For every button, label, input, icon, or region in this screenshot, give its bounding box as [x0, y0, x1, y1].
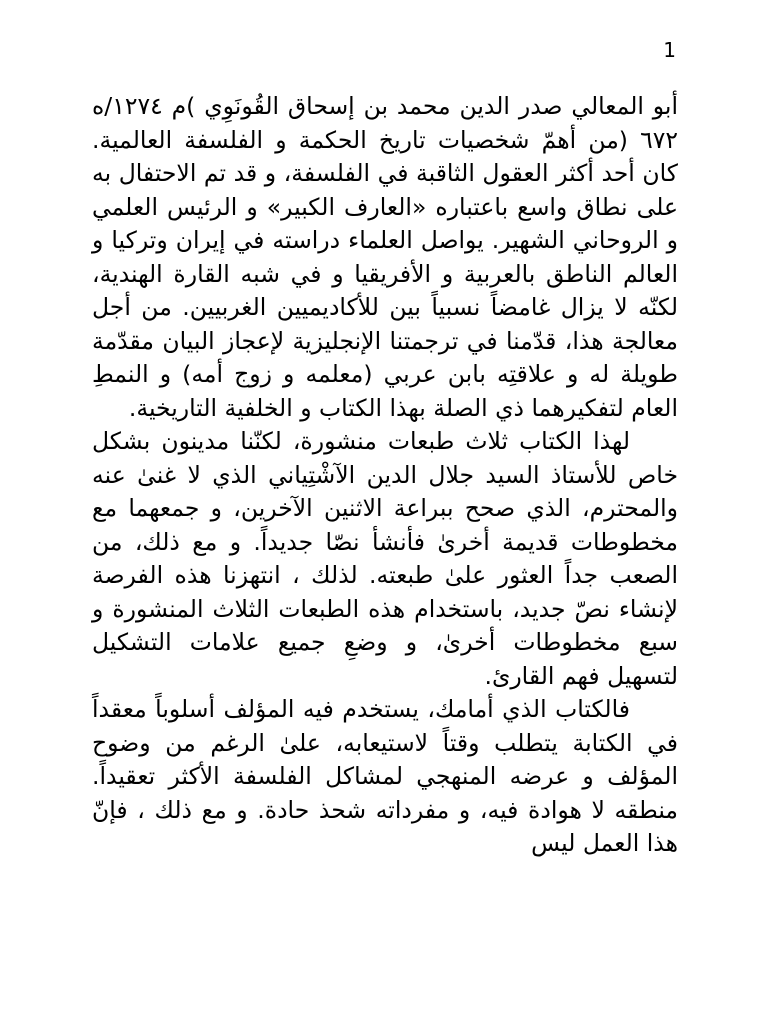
paragraph-editions: لهذا الكتاب ثلاث طبعات منشورة، لكنّنا مدينون بشكل خاص للأستاذ السيد جلال الدين الآشْتِياني الذي لا غنىٰ عنه والمحترم، الذي صحح ببراعة الاثنين الآخرين، و جمعهما مع مخطوطات قديمة أخرىٰ فأنشأ نصّا جديداً. و مع ذلك، من الصعب جداً العثور علىٰ طبعته. لذلك ، انتهزنا هذه الفرصة لإنشاء نصّ جديد، باستخدام هذه الطبعات الثلاث المنشورة و سبع مخطوطات أخرىٰ، و وضعِ جميع علامات التشكيل لتسهيل فهم القارئ. [92, 427, 678, 690]
page-number: 1 [663, 38, 676, 62]
paragraph-intro: أبو المعالي صدر الدين محمد بن إسحاق القُونَوِي )م ١٢٧٤/ه ٦٧٢ (من أهمّ شخصيات تاريخ الحكمة و الفلسفة العالمية. كان أحد أكثر العقول الثاقبة في الفلسفة، و قد تم الاحتفال به على نطاق واسع باعتباره «العارف الكبير» و الرئيس العلمي و الروحاني الشهير. يواصل العلماء دراسته في إيران وتركيا و العالم الناطق بالعربية و الأفريقيا و في شبه القارة الهندية، لكنّه لا يزال غامضاً نسبياً بين للأكاديميين الغربيين. من أجل معالجة هذا، قدّمنا في ترجمتنا الإنجليزية لإعجاز البيان مقدّمة طويلة له و علاقتِه بابن عربي (معلمه و زوج أمه) و النمطِ العام لتفكيرهما ذي الصلة بهذا الكتاب و الخلفية التاريخية. [92, 92, 678, 422]
paragraph-style: فالكتاب الذي أمامك، يستخدم فيه المؤلف أسلوباً معقداً في الكتابة يتطلب وقتاً لاستيعابه، علىٰ الرغم من وضوح المؤلف و عرضه المنهجي لمشاكل الفلسفة الأكثر تعقيداً. منطقه لا هوادة فيه، و مفرداته شحذ حادة. و مع ذلك ، فإنّ هذا العمل ليس [92, 695, 678, 857]
document-body [92, 90, 678, 861]
